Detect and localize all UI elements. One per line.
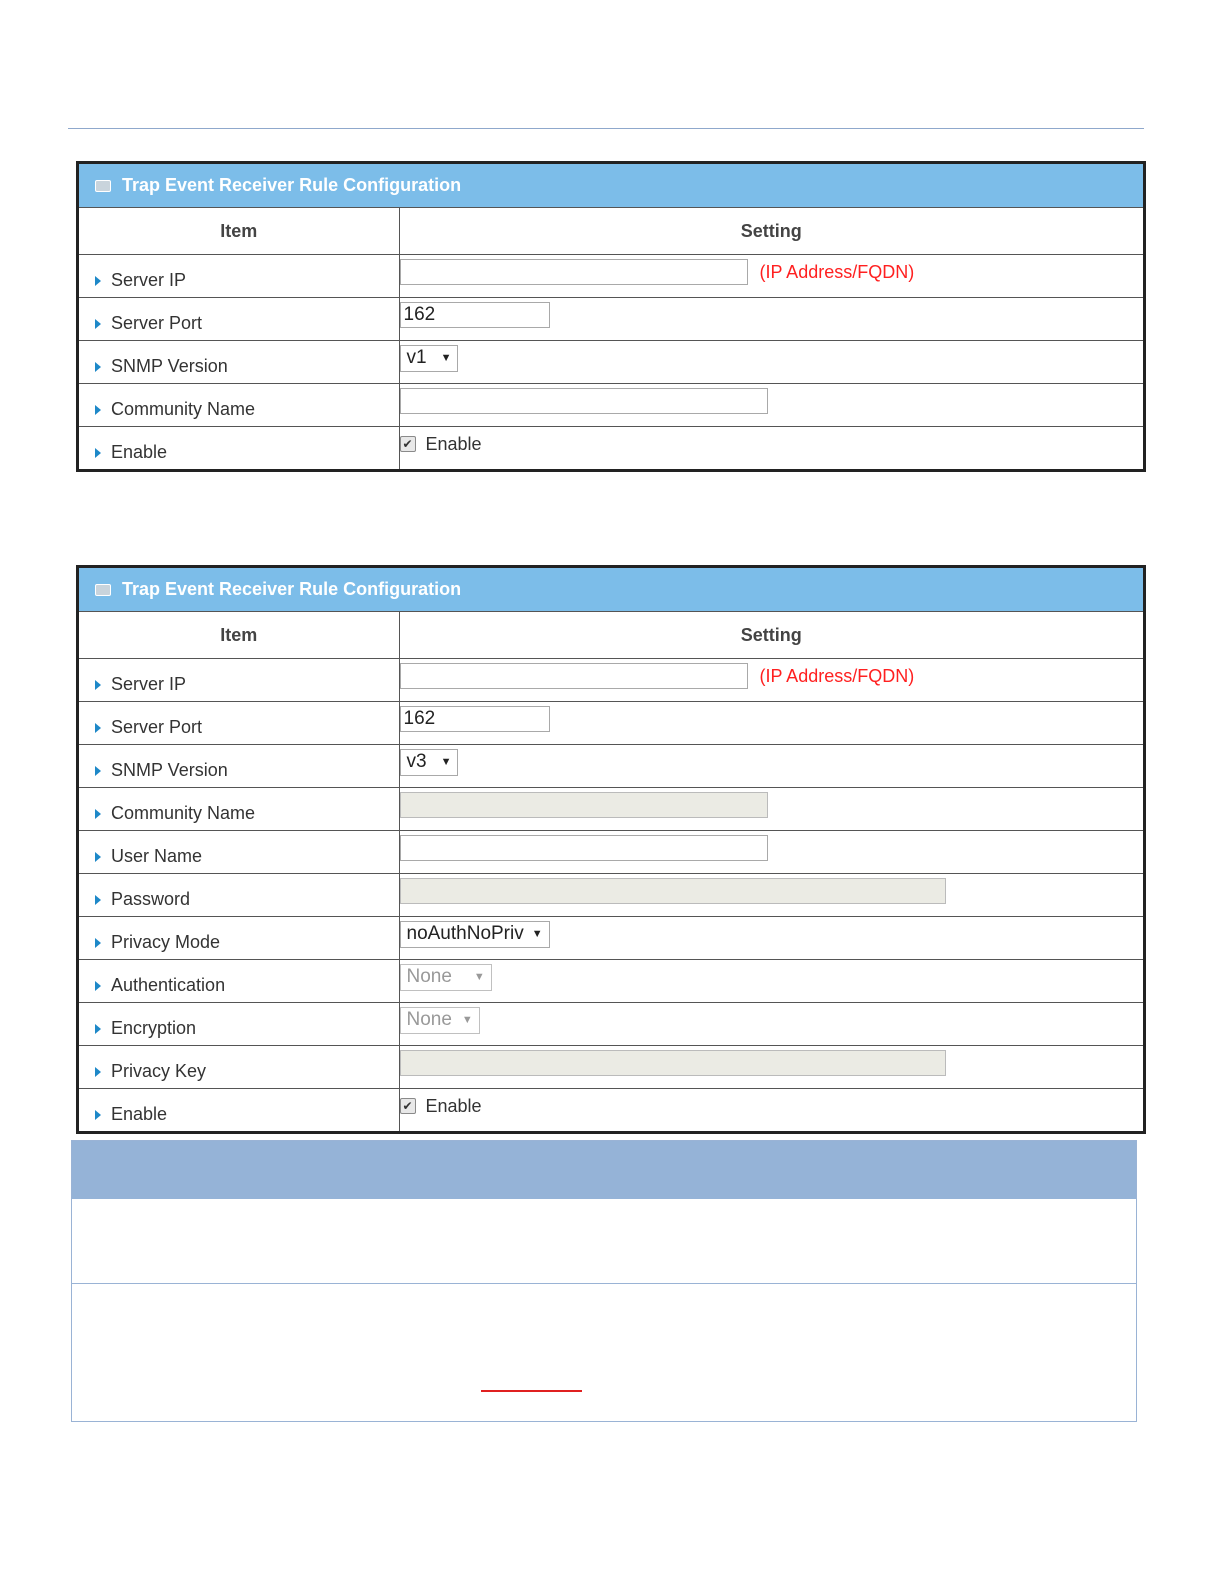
row-label-enable: Enable — [111, 1104, 168, 1124]
arrow-right-icon — [95, 809, 101, 819]
arrow-right-icon — [95, 938, 101, 948]
row-label-snmp-version: SNMP Version — [111, 356, 228, 376]
row-label-server-ip: Server IP — [111, 674, 187, 694]
column-header-setting: Setting — [399, 208, 1143, 255]
encryption-select — [400, 1007, 480, 1034]
privacy-mode-select[interactable] — [400, 921, 550, 948]
arrow-right-icon — [95, 1110, 101, 1120]
arrow-right-icon — [95, 981, 101, 991]
server-ip-input[interactable] — [400, 663, 748, 689]
arrow-right-icon — [95, 895, 101, 905]
note-header — [72, 1141, 1136, 1199]
privacy-mode-value: noAuthNoPriv — [406, 923, 524, 944]
column-header-setting: Setting — [399, 612, 1143, 659]
row-label-server-port: Server Port — [111, 717, 203, 737]
row-label-encryption: Encryption — [111, 1018, 197, 1038]
snmp-version-select[interactable] — [400, 749, 459, 776]
table-row — [79, 298, 1143, 341]
table-row — [79, 341, 1143, 384]
row-label-server-ip: Server IP — [111, 270, 187, 290]
arrow-right-icon — [95, 405, 101, 415]
encryption-value: None — [406, 1009, 452, 1030]
snmp-version-select[interactable] — [400, 345, 459, 372]
row-label-password: Password — [111, 889, 191, 909]
arrow-right-icon — [95, 276, 101, 286]
arrow-right-icon — [95, 723, 101, 733]
row-label-privacy-mode: Privacy Mode — [111, 932, 221, 952]
row-label-snmp-version: SNMP Version — [111, 760, 228, 780]
trap-config-panel-v3 — [76, 565, 1146, 1134]
user-name-input[interactable] — [400, 835, 768, 861]
panel-title: Trap Event Receiver Rule Configuration — [122, 579, 462, 599]
arrow-right-icon — [95, 1024, 101, 1034]
privacy-key-input — [400, 1050, 946, 1076]
panel-title: Trap Event Receiver Rule Configuration — [122, 175, 462, 195]
panel-header — [79, 164, 1143, 207]
table-row — [79, 874, 1143, 917]
enable-checkbox[interactable] — [400, 1098, 416, 1114]
row-label-server-port: Server Port — [111, 313, 203, 333]
caret-down-icon: ▼ — [440, 352, 452, 364]
top-divider — [68, 128, 1144, 129]
snmp-version-value: v3 — [406, 751, 427, 772]
server-port-input[interactable]: 162 — [400, 706, 550, 732]
table-row — [79, 831, 1143, 874]
panel-icon — [95, 180, 111, 192]
server-ip-hint: (IP Address/FQDN) — [759, 665, 915, 686]
table-row — [79, 960, 1143, 1003]
arrow-right-icon — [95, 766, 101, 776]
authentication-value: None — [406, 966, 452, 987]
table-row — [79, 384, 1143, 427]
table-row — [79, 255, 1143, 298]
caret-down-icon: ▼ — [461, 1014, 473, 1026]
community-name-input[interactable] — [400, 388, 768, 414]
checkmark-icon: ✔ — [402, 1099, 413, 1113]
server-port-input[interactable]: 162 — [400, 302, 550, 328]
column-header-item: Item — [79, 208, 399, 255]
arrow-right-icon — [95, 1067, 101, 1077]
row-label-enable: Enable — [111, 442, 168, 462]
enable-checkbox-label: Enable — [425, 1095, 482, 1116]
table-row — [79, 659, 1143, 702]
table-row — [79, 702, 1143, 745]
row-label-community-name: Community Name — [111, 803, 256, 823]
arrow-right-icon — [95, 362, 101, 372]
checkmark-icon: ✔ — [402, 437, 413, 451]
arrow-right-icon — [95, 680, 101, 690]
enable-checkbox[interactable] — [400, 436, 416, 452]
enable-checkbox-label: Enable — [425, 433, 482, 454]
arrow-right-icon — [95, 319, 101, 329]
arrow-right-icon — [95, 448, 101, 458]
authentication-select — [400, 964, 492, 991]
panel-icon — [95, 584, 111, 596]
config-table — [79, 611, 1143, 1131]
trap-config-panel-v1 — [76, 161, 1146, 472]
arrow-right-icon — [95, 852, 101, 862]
table-row — [79, 1089, 1143, 1132]
caret-down-icon: ▼ — [473, 971, 485, 983]
table-row — [79, 427, 1143, 470]
server-ip-input[interactable] — [400, 259, 748, 285]
config-table — [79, 207, 1143, 469]
caret-down-icon: ▼ — [440, 756, 452, 768]
table-row — [79, 788, 1143, 831]
row-label-authentication: Authentication — [111, 975, 226, 995]
row-label-community-name: Community Name — [111, 399, 256, 419]
column-header-item: Item — [79, 612, 399, 659]
panel-header — [79, 568, 1143, 611]
table-row — [79, 745, 1143, 788]
note-row — [72, 1199, 1136, 1284]
community-name-input — [400, 792, 768, 818]
table-row — [79, 1003, 1143, 1046]
server-ip-hint: (IP Address/FQDN) — [759, 261, 915, 282]
row-label-privacy-key: Privacy Key — [111, 1061, 207, 1081]
red-underline — [481, 1390, 582, 1392]
snmp-version-value: v1 — [406, 347, 427, 368]
note-box — [71, 1140, 1137, 1422]
table-row — [79, 917, 1143, 960]
password-input — [400, 878, 946, 904]
row-label-user-name: User Name — [111, 846, 203, 866]
caret-down-icon: ▼ — [531, 928, 543, 940]
table-row — [79, 1046, 1143, 1089]
